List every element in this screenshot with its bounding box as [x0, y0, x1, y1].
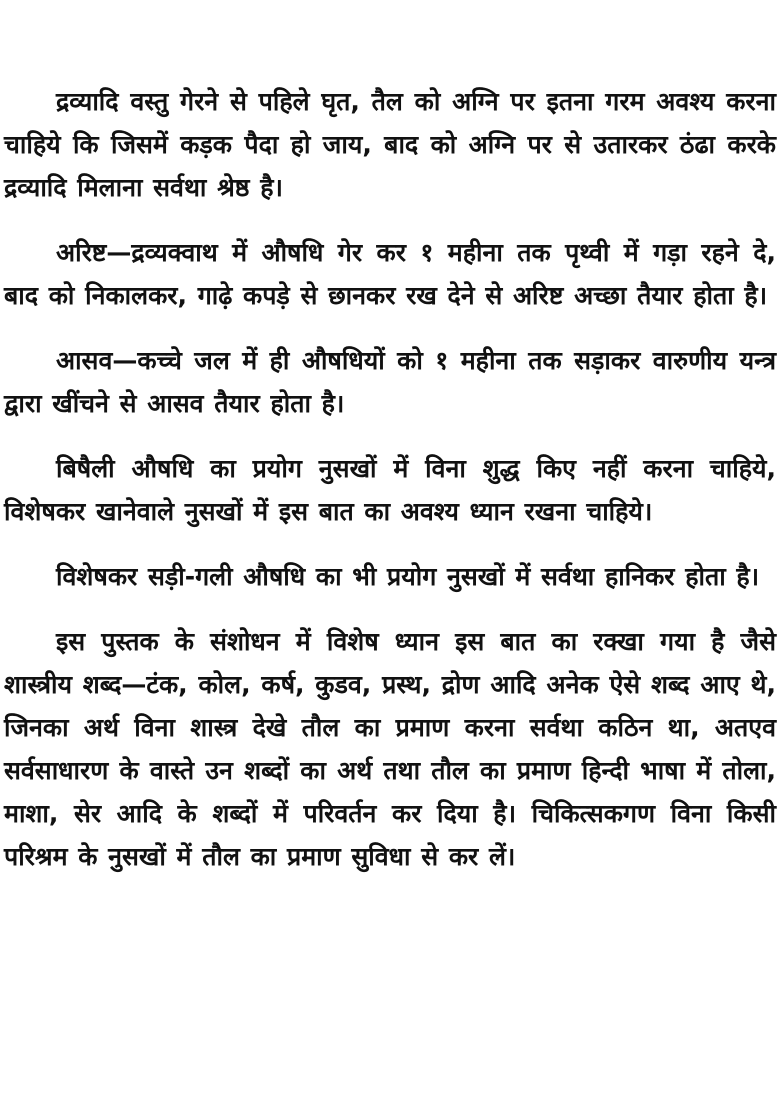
paragraph-arishta: अरिष्ट—द्रव्यक्वाथ में औषधि गेर कर १ महीना तक पृथ्वी में गड़ा रहने दे, बाद को निकालकर, गाढ़े कपड़े से छानकर रख देने से अरिष्ट अच्छा तैयार होता है। — [4, 238, 776, 310]
paragraph-ghee-oil-heating: द्रव्यादि वस्तु गेरने से पहिले घृत, तैल को अग्नि पर इतना गरम अवश्य करना चाहिये कि जिसमें कड़क पैदा हो जाय, बाद को अग्नि पर से उतारकर ठंढा करके द्रव्यादि मिलाना सर्वथा श्रेष्ठ है। — [4, 87, 776, 202]
paragraph-rotten-herbs: विशेषकर सड़ी-गली औषधि का भी प्रयोग नुसखों में सर्वथा हानिकर होता है। — [56, 562, 760, 591]
paragraph-book-revision: इस पुस्तक के संशोधन में विशेष ध्यान इस बात का रक्खा गया है जैसे शास्त्रीय शब्द—टंक, कोल, कर्ष, कुडव, प्रस्थ, द्रोण आदि अनेक ऐसे शब्द आए थे, जिनका अर्थ विना शास्त्र देखे तौल का प्रमाण करना सर्वथा कठिन था, अतएव सर्वसाधारण के वास्ते उन शब्दों का अर्थ तथा तौल का प्रमाण हिन्दी भाषा में तोला, माशा, सेर आदि के शब्दों में परिवर्तन कर दिया है। चिकित्सकगण विना किसी परिश्रम के नुसखों में तौल का प्रमाण सुविधा से कर लें। — [4, 627, 776, 871]
paragraph-poisonous-herbs: बिषैली औषधि का प्रयोग नुसखों में विना शुद्ध किए नहीं करना चाहिये, विशेषकर खानेवाले नुसखों में इस बात का अवश्य ध्यान रखना चाहिये। — [4, 454, 776, 526]
paragraph-asava: आसव—कच्चे जल में ही औषधियों को १ महीना तक सड़ाकर वारुणीय यन्त्र द्वारा खींचने से आसव तैयार होता है। — [4, 346, 776, 418]
